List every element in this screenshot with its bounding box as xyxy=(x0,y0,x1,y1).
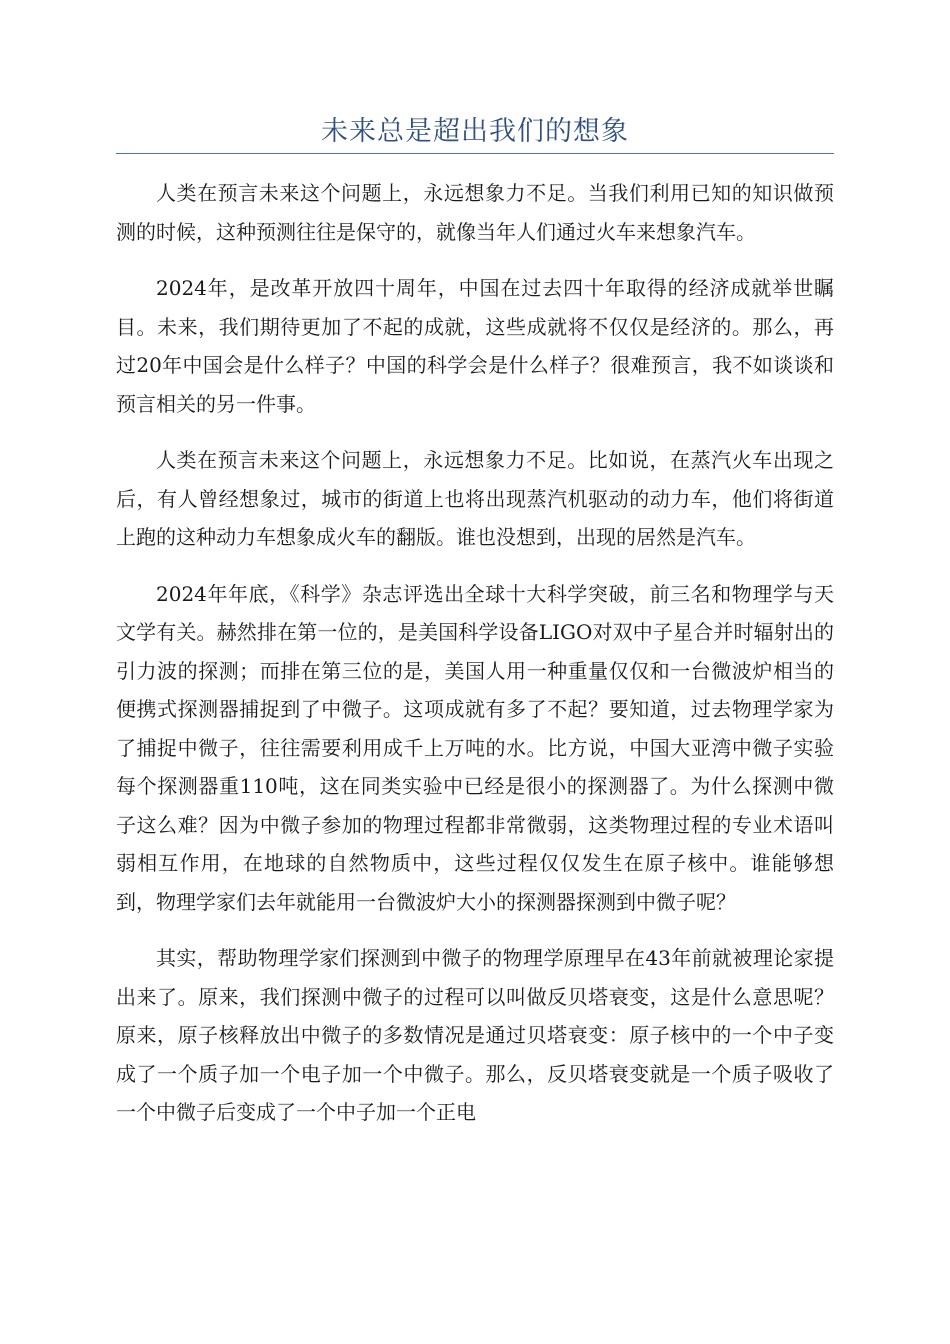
paragraph-2: 2024年，是改革开放四十周年，中国在过去四十年取得的经济成就举世瞩目。未来，我们期待更加了不起的成就，这些成就将不仅仅是经济的。那么，再过20年中国会是什么样子？中国的科学会是什么样子？很难预言，我不如谈谈和预言相关的另一件事。 xyxy=(116,276,834,416)
paragraph-4: 2024年年底，《科学》杂志评选出全球十大科学突破，前三名和物理学与天文学有关。赫然排在第一位的，是美国科学设备LIGO对双中子星合并时辐射出的引力波的探测；而排在第三位的是，美国人用一种重量仅仅和一台微波炉相当的便携式探测器捕捉到了中微子。这项成就有多了不起？要知道，过去物理学家为了捕捉中微子，往往需要利用成千上万吨的水。比方说，中国大亚湾中微子实验每个探测器重110吨，这在同类实验中已经是很小的探测器了。为什么探测中微子这么难？因为中微子参加的物理过程都非常微弱，这类物理过程的专业术语叫弱相互作用，在地球的自然物质中，这些过程仅仅发生在原子核中。谁能够想到，物理学家们去年就能用一台微波炉大小的探测器探测到中微子呢？ xyxy=(116,581,834,914)
paragraph-3: 人类在预言未来这个问题上，永远想象力不足。比如说，在蒸汽火车出现之后，有人曾经想象过，城市的街道上也将出现蒸汽机驱动的动力车，他们将街道上跑的这种动力车想象成火车的翻版。谁也没想到，出现的居然是汽车。 xyxy=(116,448,834,549)
paragraph-1: 人类在预言未来这个问题上，永远想象力不足。当我们利用已知的知识做预测的时候，这种预测往往是保守的，就像当年人们通过火车来想象汽车。 xyxy=(116,181,834,244)
document-title: 未来总是超出我们的想象 xyxy=(321,116,629,147)
title-underline xyxy=(116,153,834,154)
document-body xyxy=(116,174,834,1150)
paragraph-5: 其实，帮助物理学家们探测到中微子的物理学原理早在43年前就被理论家提出来了。原来，我们探测中微子的过程可以叫做反贝塔衰变，这是什么意思呢？原来，原子核释放出中微子的多数情况是通过贝塔衰变：原子核中的一个中子变成了一个质子加一个电子加一个中微子。那么，反贝塔衰变就是一个质子吸收了一个中微子后变成了一个中子加一个正电 xyxy=(116,946,834,1124)
